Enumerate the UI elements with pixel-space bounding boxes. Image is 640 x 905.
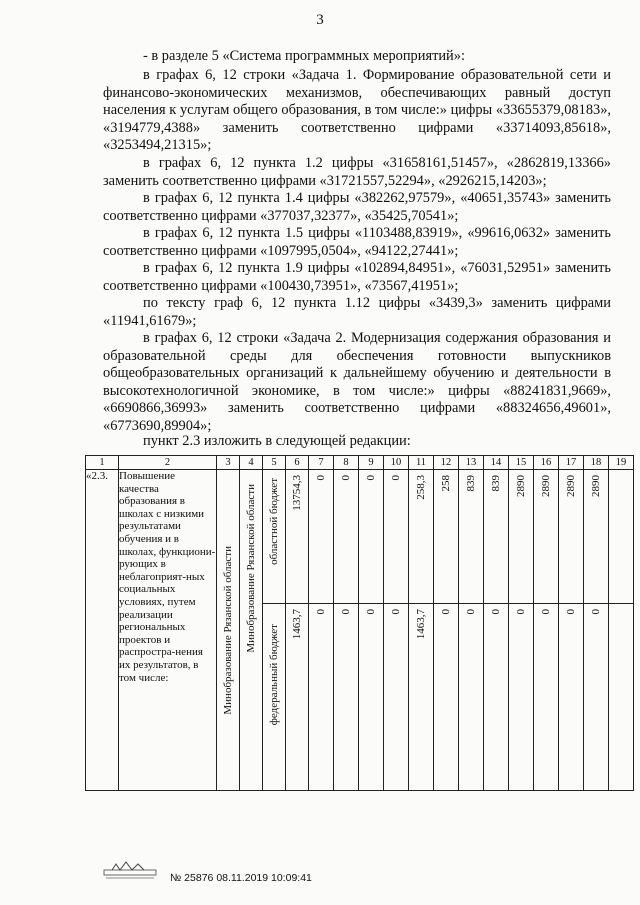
- header-cell: 3: [217, 456, 240, 470]
- value-cell: [559, 470, 584, 604]
- value-text: 258,3: [415, 475, 427, 500]
- value-cell: [434, 604, 459, 791]
- value-cell: [459, 604, 484, 791]
- value-cell: [484, 604, 509, 791]
- value-cell: [534, 470, 559, 604]
- value-cell: [286, 470, 309, 604]
- value-cell: [559, 604, 584, 791]
- value-text: 0: [390, 475, 402, 481]
- paragraph-item-1-9: в графах 6, 12 пункта 1.9 цифры «102894,84951», «76031,52951» заменить соответственно цифрами «100430,73951», «73567,41951»;: [103, 260, 611, 294]
- source-cell: [263, 604, 286, 791]
- value-cell: [359, 604, 384, 791]
- header-cell: 4: [240, 456, 263, 470]
- header-cell: 6: [286, 456, 309, 470]
- header-cell: 9: [359, 456, 384, 470]
- executor-cell-2: [240, 470, 263, 791]
- paragraph-task1: в графах 6, 12 строки «Задача 1. Формирование образовательной сети и финансово-экономических механизмов, обеспечивающих равный доступ населения к услугам общего образования, в том числе:» цифры «33655379,08183», «3194779,4388» заменить соответственно цифрами «33714093,85618», «3253494,21315»;: [103, 67, 611, 154]
- value-cell: [286, 604, 309, 791]
- header-cell: 13: [459, 456, 484, 470]
- value-text: 0: [340, 609, 352, 615]
- value-text: 0: [315, 609, 327, 615]
- value-cell: [434, 470, 459, 604]
- paragraph-item-1-12: по тексту граф 6, 12 пункта 1.12 цифры «3439,3» заменить цифрами «11941,61679»;: [103, 295, 611, 329]
- table-header-row: [86, 456, 634, 470]
- value-text: 0: [365, 609, 377, 615]
- value-text: 0: [365, 475, 377, 481]
- paragraph-task2: в графах 6, 12 строки «Задача 2. Модернизация содержания образования и образовательной среды для обеспечения готовности выпускников общеобразовательных организаций к дальнейшему обучению и деятельности в высокотехнологичной экономике, в том числе:» цифры «88241831,9669», «6690866,36993» заменить соответственно цифрами «88324656,49601», «6773690,89904»;: [103, 330, 611, 434]
- value-text: 2890: [540, 475, 552, 497]
- program-table: [85, 455, 634, 791]
- executor-text-1: Минобразование Рязанской области: [222, 545, 234, 715]
- source-text: областной бюджет: [268, 478, 280, 565]
- value-cell: [409, 470, 434, 604]
- header-cell: 19: [609, 456, 634, 470]
- footer-datetime: 08.11.2019 10:09:41: [216, 872, 312, 884]
- seal-stamp-icon: [102, 858, 158, 880]
- value-text: 2890: [565, 475, 577, 497]
- header-cell: 2: [119, 456, 217, 470]
- paragraph-section5: - в разделе 5 «Система программных мероприятий»:: [143, 48, 465, 64]
- value-text: 2890: [590, 475, 602, 497]
- value-cell: [409, 604, 434, 791]
- value-text: 0: [590, 609, 602, 615]
- value-cell: [459, 470, 484, 604]
- value-cell: [309, 604, 334, 791]
- paragraph-item-1-4: в графах 6, 12 пункта 1.4 цифры «382262,97579», «40651,35743» заменить соответственно цифрами «377037,32377», «35425,70541»;: [103, 190, 611, 224]
- source-text: федеральный бюджет: [268, 624, 280, 726]
- header-cell: 1: [86, 456, 119, 470]
- value-cell: [384, 470, 409, 604]
- value-cell: [334, 604, 359, 791]
- header-cell: 10: [384, 456, 409, 470]
- footer-registration: [170, 872, 312, 884]
- page-number: 3: [316, 12, 324, 28]
- footer-doc-number: № 25876: [170, 872, 214, 884]
- table-row-regional: [86, 470, 634, 604]
- item-description: Повышение качества образования в школах с низкими результатами обучения и в школах, функциони-рующих в неблагоприят-ных социальных условиях, путем реализации региональных проектов и распростра-нения их результатов, в том числе:: [119, 470, 217, 791]
- header-cell: 5: [263, 456, 286, 470]
- header-cell: 8: [334, 456, 359, 470]
- paragraph-item-1-2: в графах 6, 12 пункта 1.2 цифры «31658161,51457», «2862819,13366» заменить соответственно цифрами «31721557,52294», «2926215,14203»;: [103, 155, 611, 189]
- value-text: 0: [515, 609, 527, 615]
- value-text: 0: [565, 609, 577, 615]
- header-cell: 12: [434, 456, 459, 470]
- value-cell: [609, 470, 634, 604]
- header-cell: 18: [584, 456, 609, 470]
- value-cell: [384, 604, 409, 791]
- value-cell: [509, 470, 534, 604]
- value-text: 839: [465, 475, 477, 492]
- header-cell: 14: [484, 456, 509, 470]
- value-text: 839: [490, 475, 502, 492]
- value-text: 0: [490, 609, 502, 615]
- value-cell: [609, 604, 634, 791]
- header-cell: 15: [509, 456, 534, 470]
- value-cell: [534, 604, 559, 791]
- value-cell: [359, 470, 384, 604]
- value-text: 13754,3: [291, 475, 303, 511]
- value-text: 0: [440, 609, 452, 615]
- value-cell: [334, 470, 359, 604]
- value-text: 0: [540, 609, 552, 615]
- value-cell: [484, 470, 509, 604]
- value-text: 0: [315, 475, 327, 481]
- value-cell: [509, 604, 534, 791]
- paragraph-item-2-3-intro: пункт 2.3 изложить в следующей редакции:: [143, 433, 411, 449]
- value-text: 0: [340, 475, 352, 481]
- value-text: 0: [390, 609, 402, 615]
- source-cell: [263, 470, 286, 604]
- header-cell: 11: [409, 456, 434, 470]
- value-cell: [309, 470, 334, 604]
- value-text: 1463,7: [291, 609, 303, 640]
- value-text: 1463,7: [415, 609, 427, 640]
- value-text: 2890: [515, 475, 527, 497]
- executor-text-2: Минобразование Рязанской области: [245, 484, 257, 653]
- paragraph-item-1-5: в графах 6, 12 пункта 1.5 цифры «1103488,83919», «99616,0632» заменить соответственно цифрами «1097995,0504», «94122,27441»;: [103, 225, 611, 259]
- value-text: 258: [440, 475, 452, 492]
- header-cell: 7: [309, 456, 334, 470]
- value-cell: [584, 604, 609, 791]
- item-code: «2.3.: [86, 470, 119, 791]
- header-cell: 17: [559, 456, 584, 470]
- header-cell: 16: [534, 456, 559, 470]
- value-cell: [584, 470, 609, 604]
- value-text: 0: [465, 609, 477, 615]
- executor-cell-1: [217, 470, 240, 791]
